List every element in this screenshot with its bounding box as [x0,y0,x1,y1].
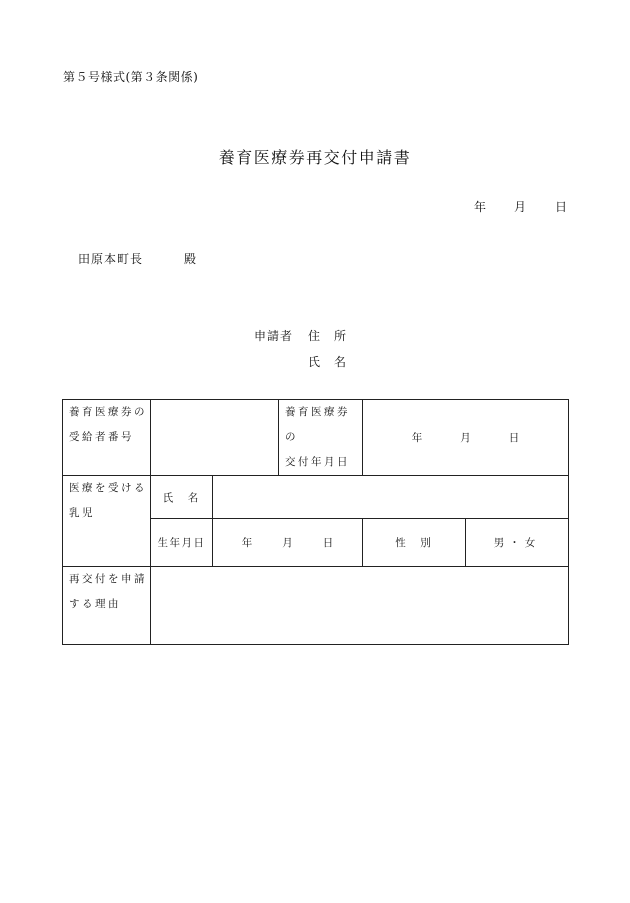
application-form-table [62,399,569,645]
applicant-name-label: 氏 名 [308,355,348,369]
applicant-label: 申請者 [254,329,294,343]
certificate-number-label-cell [63,400,151,476]
date-day-label: 日 [555,200,568,214]
form-reference: 第５号様式(第３条関係) [63,70,199,84]
applicant-address-label: 住 所 [308,329,348,343]
reason-label-line2: する理由 [69,598,121,610]
issue-date-label-line2: 交付年月日 [285,456,350,468]
document-title: 養育医療券再交付申請書 [218,148,412,167]
issue-date-label-line1: 養育医療券の [285,406,350,443]
sex-options[interactable]: 男・女 [466,519,569,567]
reason-label-line1: 再交付を申請 [69,573,147,585]
date-year-label: 年 [474,200,487,214]
infant-label-cell [63,476,151,567]
infant-name-row [63,476,569,519]
addressee-name: 田原本町長 [78,252,144,266]
addressee-honorific: 殿 [184,252,197,266]
birth-date-day: 日 [322,537,334,549]
birth-date-label: 生年月日 [151,519,213,567]
issue-date-day: 日 [508,432,520,444]
certificate-number-field[interactable] [151,400,279,476]
infant-label-line2: 乳児 [69,507,95,519]
certificate-number-label-line2: 受給者番号 [69,431,134,443]
issue-date-label-cell [279,400,363,476]
certificate-row [63,400,569,476]
infant-name-field[interactable] [213,476,569,519]
certificate-number-label-line1: 養育医療券の [69,406,147,418]
reason-field[interactable] [151,567,569,645]
date-month-label: 月 [514,200,527,214]
birth-date-year: 年 [241,537,253,549]
infant-label-line1: 医療を受ける [69,482,147,494]
infant-name-label: 氏 名 [151,476,213,519]
birth-date-month: 月 [282,537,293,549]
reason-row [63,567,569,645]
issue-date-year: 年 [411,432,423,444]
birth-date-field[interactable] [213,519,363,567]
issue-date-field[interactable] [363,400,569,476]
issue-date-month: 月 [460,432,471,444]
reason-label-cell [63,567,151,645]
sex-label: 性 別 [363,519,466,567]
